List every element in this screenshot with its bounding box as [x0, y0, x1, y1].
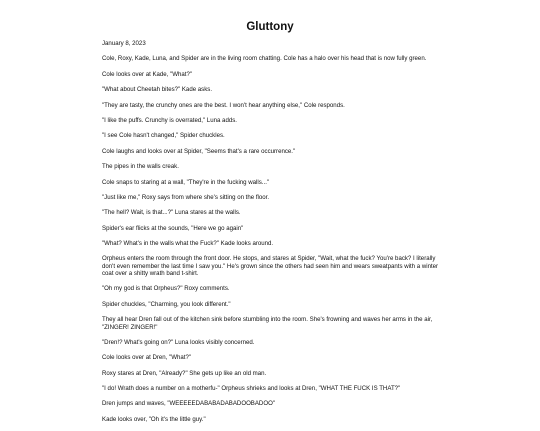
paragraph: Spider chuckles, "Charming, you look different." [102, 300, 231, 308]
document-body [102, 40, 442, 431]
document-date: January 8, 2023 [102, 40, 146, 47]
paragraph: Roxy stares at Dren, "Already?" She gets up like an old man. [102, 369, 267, 377]
paragraph: "Dren!? What's going on?" Luna looks visibly concerned. [102, 338, 255, 346]
paragraph: "I see Cole hasn't changed," Spider chuckles. [102, 132, 225, 140]
paragraph: Dren jumps and waves, "WEEEEEDABABADABADOOBADOO" [102, 400, 275, 408]
paragraph: "I like the puffs. Crunchy is overrated," Luna adds. [102, 116, 237, 124]
paragraph: "I do! Wrath does a number on a motherfu-" Orpheus shrieks and looks at Dren, "WHAT THE FUCK IS THAT?" [102, 385, 401, 393]
paragraph: Cole looks over at Dren, "What?" [102, 354, 191, 362]
paragraph: The pipes in the walls creak. [102, 163, 179, 171]
paragraph: Cole snaps to staring at a wall, "They're in the fucking walls..." [102, 178, 270, 186]
paragraph: Cole looks over at Kade, "What?" [102, 70, 193, 78]
paragraph: Cole, Roxy, Kade, Luna, and Spider are in the living room chatting. Cole has a halo over his head that is now fully green. [102, 55, 427, 63]
paragraph: "They are tasty, the crunchy ones are the best. I won't hear anything else," Cole responds. [102, 101, 345, 109]
document-title: Gluttony [246, 21, 294, 33]
paragraph: Spider's ear flicks at the sounds, "Here we go again" [102, 224, 244, 232]
paragraph: They all hear Dren fall out of the kitchen sink before stumbling into the room. She's frowning and waves her arms in the air, "ZINGER! ZINGER!" [102, 316, 433, 331]
paragraph: "What about Cheetah bites?" Kade asks. [102, 86, 213, 94]
paragraph: "Oh my god is that Orpheus?" Roxy comments. [102, 285, 230, 293]
paragraph: "The hell? Wait, is that...?" Luna stares at the walls. [102, 209, 241, 217]
paragraph: "Just like me," Roxy says from where she's sitting on the floor. [102, 193, 270, 201]
paragraph: Cole laughs and looks over at Spider, "Seems that's a rare occurrence." [102, 147, 296, 155]
paragraph: "What? What's in the walls what the Fuck?" Kade looks around. [102, 240, 274, 248]
paragraph: Kade looks over, "Oh it's the little guy." [102, 415, 206, 423]
paragraph: Orpheus enters the room through the front door. He stops, and stares at Spider, "Wait, what the fuck? You're back? I literally don't even remember the last time I saw you." He's grown since the others had seen him and wears sweatpants with a winter coat over a shitty wrath band t-shirt. [102, 255, 439, 278]
